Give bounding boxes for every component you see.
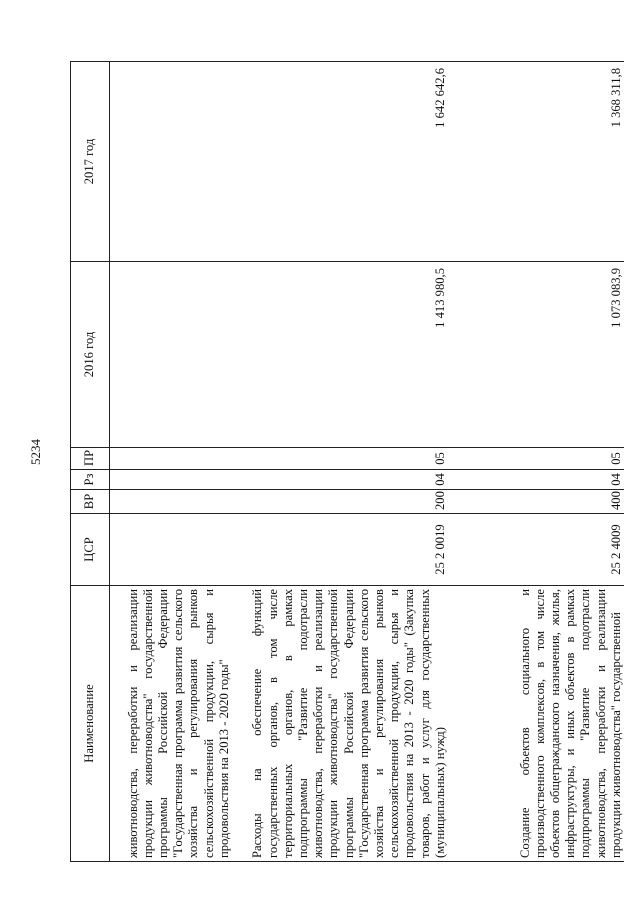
table-row — [448, 62, 624, 862]
row-csr — [110, 514, 233, 586]
header-rz: Рз — [71, 470, 110, 490]
row-2017 — [110, 62, 233, 262]
row-rz: 04 — [232, 470, 448, 490]
row-vr — [110, 490, 233, 514]
row-vr: 200 — [232, 490, 448, 514]
row-pr — [110, 448, 233, 470]
header-pr: ПР — [71, 448, 110, 470]
table-header-row — [71, 62, 110, 862]
row-csr: 25 2 4009 — [448, 514, 624, 586]
table-row — [110, 62, 233, 862]
row-2017: 1 368 311,8 — [448, 62, 624, 262]
rotated-table-container — [70, 62, 640, 862]
budget-table — [70, 61, 624, 862]
row-name: Создание объектов социального и производственного комплексов, в том числе объектов общегражданского назначения, жилья, инфраструктуры, и иных объектов в рамках подпрограммы "Развитие подотрасли животноводства, переработки и реализации продукции животноводства" государственной — [448, 586, 624, 862]
row-csr: 25 2 0019 — [232, 514, 448, 586]
row-pr: 05 — [448, 448, 624, 470]
row-vr: 400 — [448, 490, 624, 514]
row-2016: 1 413 980,5 — [232, 262, 448, 448]
header-2016: 2016 год — [71, 262, 110, 448]
row-rz: 04 — [448, 470, 624, 490]
row-2016 — [110, 262, 233, 448]
header-vr: ВР — [71, 490, 110, 514]
header-csr: ЦСР — [71, 514, 110, 586]
row-2016: 1 073 083,9 — [448, 262, 624, 448]
row-2017: 1 642 642,6 — [232, 62, 448, 262]
row-pr: 05 — [232, 448, 448, 470]
table-row — [232, 62, 448, 862]
row-name: животноводства, переработки и реализации продукции животноводства" государственной программы Российской Федерации "Государственная программа развития сельского хозяйства и регулирования рынков сельскохозяйственной продукции, сырья и продовольствия на 2013 - 2020 годы" — [110, 586, 233, 862]
row-rz — [110, 470, 233, 490]
row-name: Расходы на обеспечение функций государственных органов, в том числе территориальных органов, в рамках подпрограммы "Развитие подотрасли животноводства, переработки и реализации продукции животноводства" государственной программы Российской Федерации "Государственная программа развития сельского хозяйства и регулирования рынков сельскохозяйственной продукции, сырья и продовольствия на 2013 - 2020 годы" (Закупка товаров, работ и услуг для государственных (муниципальных) нужд) — [232, 586, 448, 862]
header-2017: 2017 год — [71, 62, 110, 262]
page-number: 5234 — [28, 439, 43, 465]
header-name: Наименование — [71, 586, 110, 862]
